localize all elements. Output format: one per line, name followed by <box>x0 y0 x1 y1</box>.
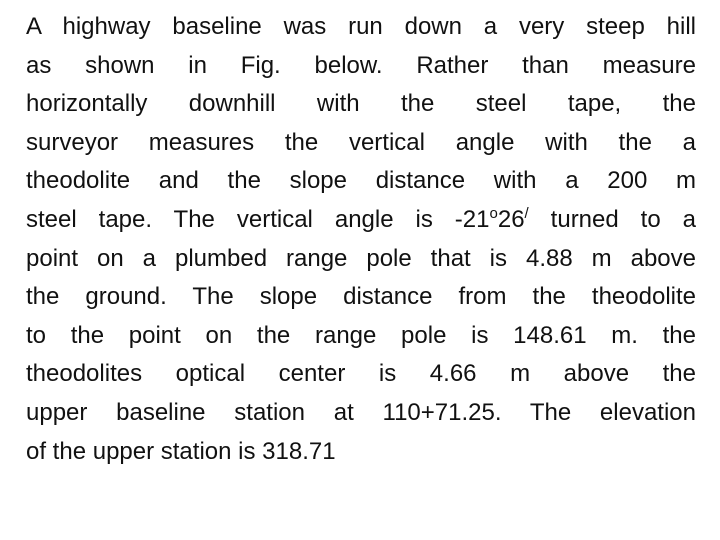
problem-text <box>26 8 696 528</box>
text-line-1: A highway baseline was run down a very steep hill <box>26 13 696 40</box>
text-line-2: as shown in Fig. below. Rather than measure <box>26 51 696 79</box>
text-line-10: theodolites optical center is 4.66 m above the <box>26 360 696 388</box>
text-line-7: point on a plumbed range pole that is 4.88 m above <box>26 244 696 272</box>
text-line-4: surveyor measures the vertical angle with the a <box>26 128 696 156</box>
vertical-angle-text-after: turned to a <box>528 205 697 233</box>
vertical-angle-text-before: steel tape. The vertical angle is -21 <box>26 205 490 233</box>
text-line-6 <box>26 201 696 240</box>
degree-mark: o <box>489 204 498 222</box>
angle-minutes: 26 <box>497 205 525 233</box>
text-line-12: of the upper station is 318.71 <box>26 437 336 465</box>
text-line-11: upper baseline station at 110+71.25. The elevation <box>26 398 696 426</box>
text-line-5: theodolite and the slope distance with a 200 m <box>26 167 696 195</box>
text-line-9: to the point on the range pole is 148.61 m. the <box>26 321 696 349</box>
text-line-8: the ground. The slope distance from the theodolite <box>26 283 696 311</box>
text-line-3: horizontally downhill with the steel tape, the <box>26 90 696 118</box>
minute-mark: / <box>524 204 529 222</box>
